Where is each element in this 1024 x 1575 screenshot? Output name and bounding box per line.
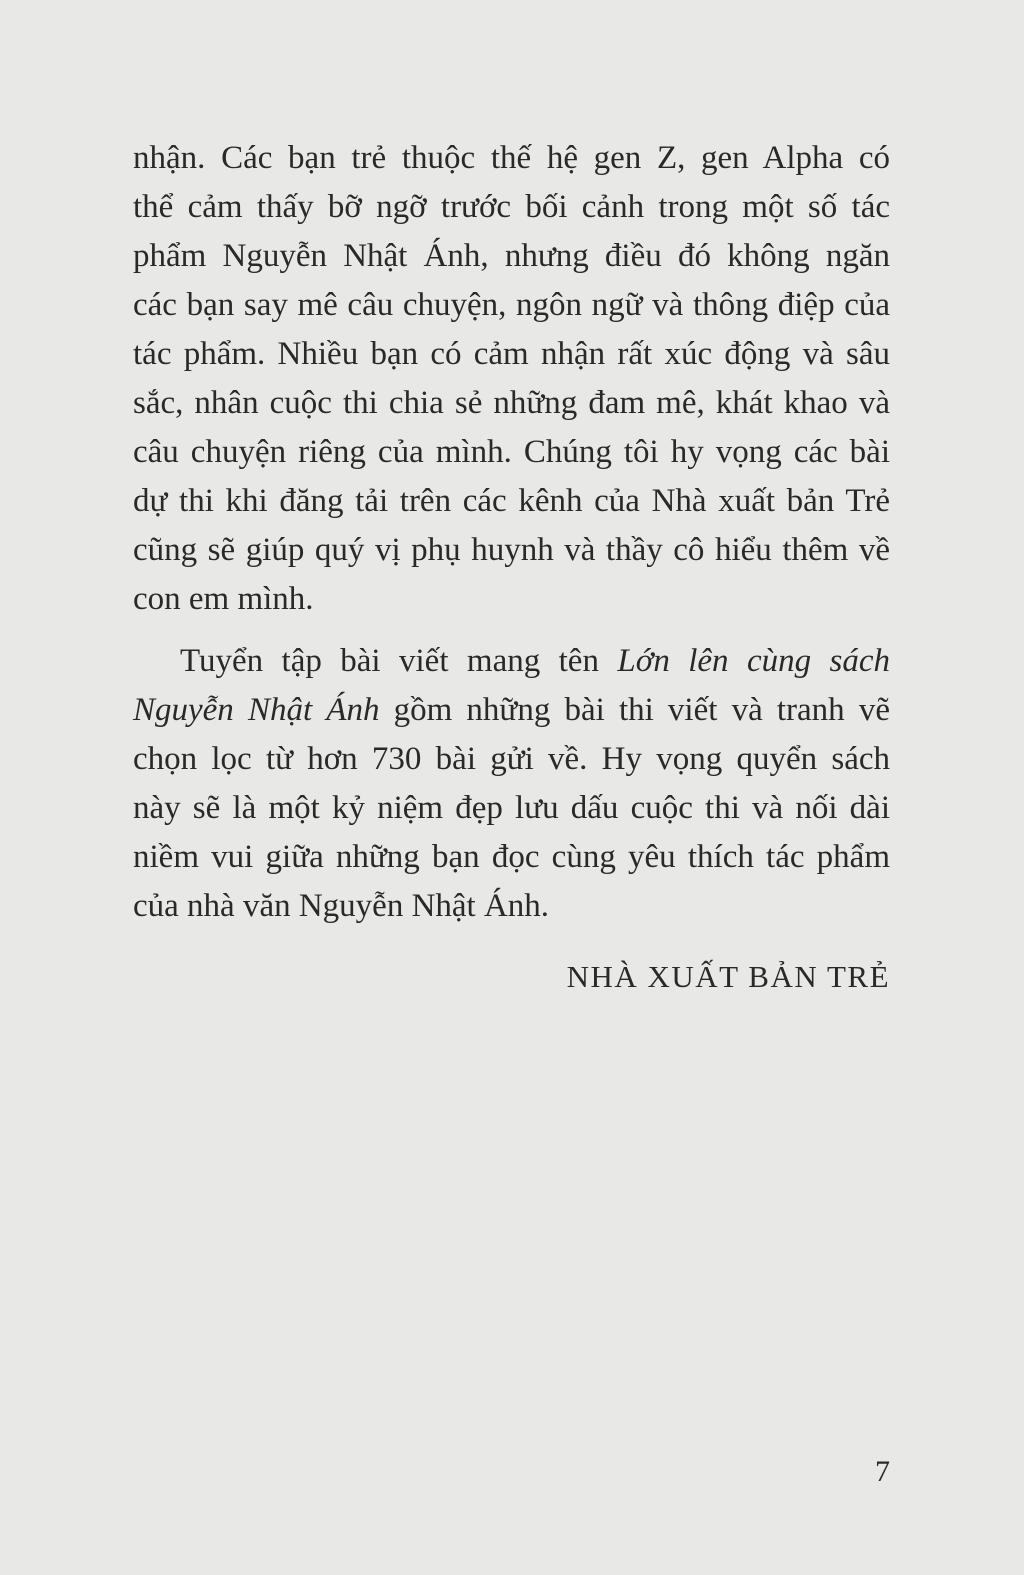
text-line xyxy=(133,882,890,931)
text-line xyxy=(133,281,890,330)
text-segment: này sẽ là một kỷ niệm đẹp lưu dấu cuộc thi và nối dài xyxy=(133,790,890,826)
text-line xyxy=(133,686,890,735)
publisher-signature: NHÀ XUẤT BẢN TRẺ xyxy=(566,959,890,994)
text-block xyxy=(133,134,890,1001)
text-segment: tác phẩm. Nhiều bạn có cảm nhận rất xúc động và sâu xyxy=(133,336,890,372)
text-line xyxy=(133,183,890,232)
text-line xyxy=(133,575,890,624)
text-line xyxy=(133,526,890,575)
text-segment: câu chuyện riêng của mình. Chúng tôi hy vọng các bài xyxy=(133,434,890,470)
text-segment: chọn lọc từ hơn 730 bài gửi về. Hy vọng quyển sách xyxy=(133,741,890,777)
page-number: 7 xyxy=(875,1455,890,1488)
text-segment: Tuyển tập bài viết mang tên xyxy=(180,643,618,679)
text-line xyxy=(133,134,890,183)
text-line xyxy=(133,477,890,526)
text-line xyxy=(133,379,890,428)
text-segment: dự thi khi đăng tải trên các kênh của Nhà xuất bản Trẻ xyxy=(133,483,890,519)
text-segment: gồm những bài thi viết và tranh vẽ xyxy=(379,692,890,728)
text-segment: của nhà văn Nguyễn Nhật Ánh. xyxy=(133,888,550,924)
text-line xyxy=(133,232,890,281)
text-segment: phẩm Nguyễn Nhật Ánh, nhưng điều đó không ngăn xyxy=(133,238,890,274)
paragraphs-container xyxy=(133,134,890,931)
book-title-italic: Nguyễn Nhật Ánh xyxy=(133,692,380,728)
text-line xyxy=(133,833,890,882)
text-line xyxy=(133,428,890,477)
text-segment: thể cảm thấy bỡ ngỡ trước bối cảnh trong một số tác xyxy=(133,189,890,225)
text-segment: niềm vui giữa những bạn đọc cùng yêu thích tác phẩm xyxy=(133,839,890,875)
text-segment: sắc, nhân cuộc thi chia sẻ những đam mê, khát khao và xyxy=(133,385,890,421)
paragraph xyxy=(133,637,890,931)
book-title-italic: Lớn lên cùng sách xyxy=(617,643,891,679)
text-segment: con em mình. xyxy=(133,581,314,617)
text-line xyxy=(133,735,890,784)
text-segment: các bạn say mê câu chuyện, ngôn ngữ và thông điệp của xyxy=(133,287,890,323)
text-line xyxy=(133,637,890,686)
text-line xyxy=(133,330,890,379)
text-line xyxy=(133,784,890,833)
text-segment: nhận. Các bạn trẻ thuộc thế hệ gen Z, gen Alpha có xyxy=(133,140,890,176)
paragraph xyxy=(133,134,890,624)
text-segment: cũng sẽ giúp quý vị phụ huynh và thầy cô hiểu thêm về xyxy=(133,532,890,568)
